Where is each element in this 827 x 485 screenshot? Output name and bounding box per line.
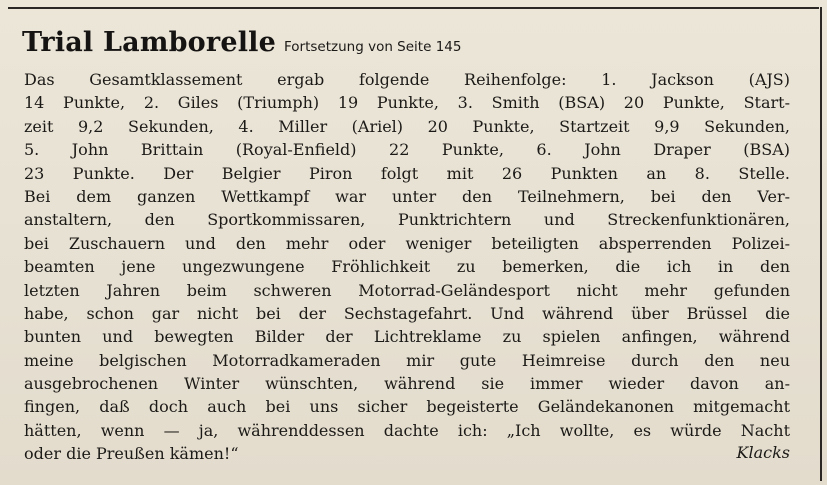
author-signature: Klacks	[736, 443, 790, 462]
right-border-rule	[820, 7, 822, 481]
article-body	[24, 68, 790, 466]
article-header	[22, 27, 461, 61]
continuation-note: Fortsetzung von Seite 145	[284, 39, 462, 55]
body-line: oder die Preußen kämen!“	[24, 444, 239, 464]
body-line: bunten und bewegten Bilder der Lichtreklame zu spielen anfingen, während	[24, 327, 790, 347]
body-line: ausgebrochenen Winter wünschten, während sie immer wieder davon an-	[24, 374, 790, 394]
body-line: hätten, wenn — ja, währenddessen dachte ich: „Ich wollte, es würde Nacht	[24, 420, 790, 440]
body-line: 5. John Brittain (Royal-Enfield) 22 Punkte, 6. John Draper (BSA)	[24, 140, 790, 160]
body-line: anstaltern, den Sportkommissaren, Punktrichtern und Streckenfunktionären,	[24, 210, 790, 230]
top-border-rule	[8, 7, 819, 9]
body-line: 23 Punkte. Der Belgier Piron folgt mit 26 Punkten an 8. Stelle.	[24, 163, 790, 183]
body-line: meine belgischen Motorradkameraden mir gute Heimreise durch den neu	[24, 350, 790, 370]
body-line: 14 Punkte, 2. Giles (Triumph) 19 Punkte, 3. Smith (BSA) 20 Punkte, Start-	[24, 93, 790, 113]
body-line: letzten Jahren beim schweren Motorrad-Geländesport nicht mehr gefunden	[24, 280, 790, 300]
article-title: Trial Lamborelle	[22, 27, 276, 58]
body-line: Bei dem ganzen Wettkampf war unter den Teilnehmern, bei den Ver-	[24, 186, 790, 206]
body-line: beamten jene ungezwungene Fröhlichkeit zu bemerken, die ich in den	[24, 257, 790, 277]
body-line: bei Zuschauern und den mehr oder weniger beteiligten absperrenden Polizei-	[24, 233, 790, 253]
body-line: Das Gesamtklassement ergab folgende Reihenfolge: 1. Jackson (AJS)	[24, 70, 790, 89]
body-line: fingen, daß doch auch bei uns sicher begeisterte Geländekanonen mitgemacht	[24, 397, 790, 417]
body-line: zeit 9,2 Sekunden, 4. Miller (Ariel) 20 Punkte, Startzeit 9,9 Sekunden,	[24, 116, 790, 136]
body-line: habe, schon gar nicht bei der Sechstagefahrt. Und während über Brüssel die	[24, 303, 790, 323]
